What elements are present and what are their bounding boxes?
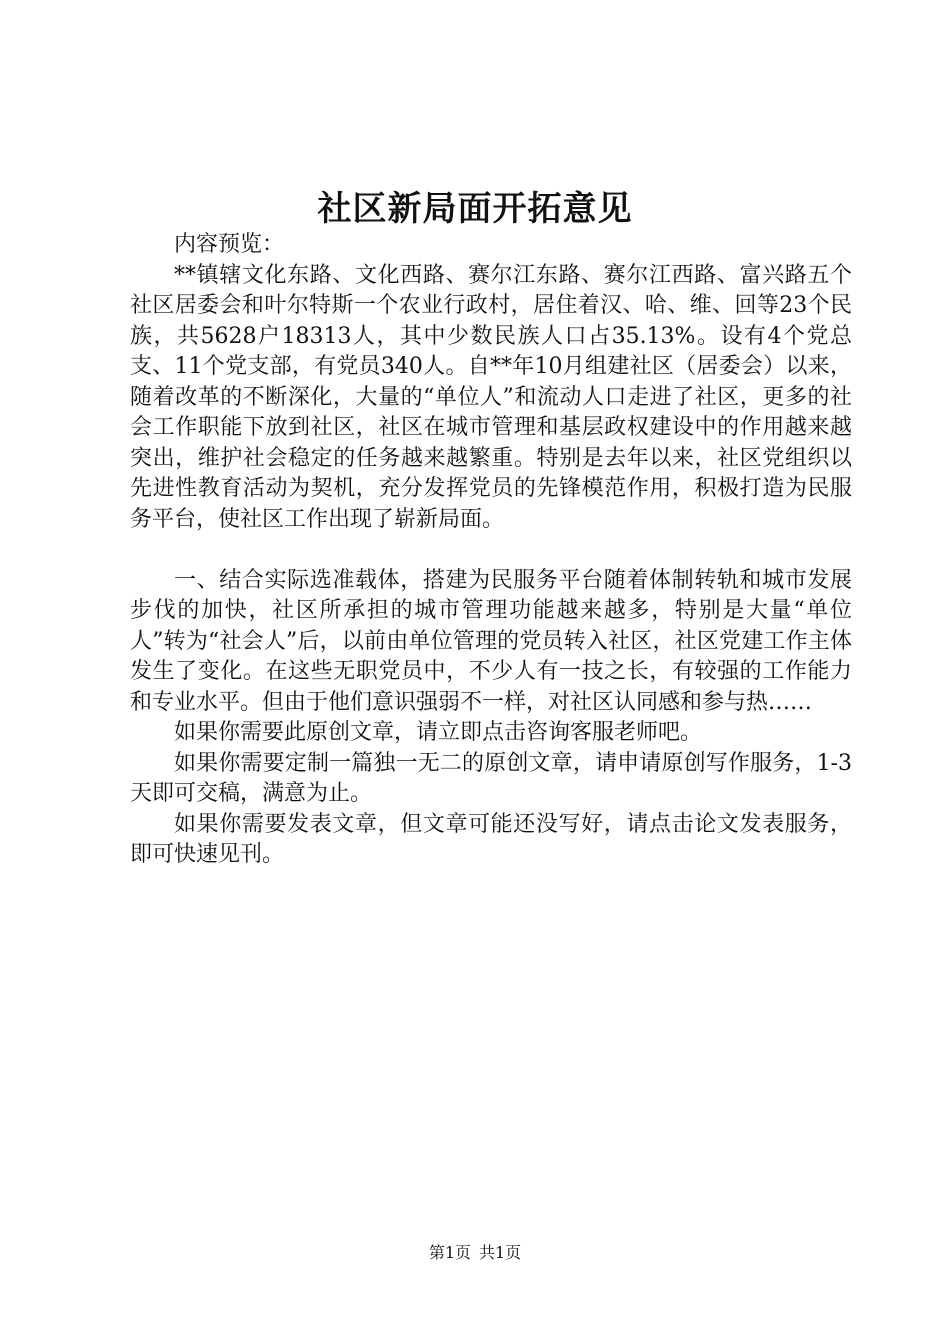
consult-service-link[interactable]: 如果你需要此原创文章，请立即点击咨询客服老师吧。: [174, 720, 703, 745]
publish-service-link[interactable]: 如果你需要发表文章，但文章可能还没写好，请点击论文发表服务，即可快速见刊。: [130, 811, 852, 867]
document-body: [130, 230, 852, 871]
intro-paragraph: **镇辖文化东路、文化西路、赛尔江东路、赛尔江西路、富兴路五个社区居委会和叶尔特斯一个农业行政村，居住着汉、哈、维、回等23个民族，共5628户18313人，其中少数民族人口占35.13%。设有4个党总支、11个党支部，有党员340人。自**年10月组建社区（居委会）以来，随着改革的不断深化，大量的“单位人”和流动人口走进了社区，更多的社会工作职能下放到社区，社区在城市管理和基层政权建设中的作用越来越突出，维护社会稳定的任务越来越繁重。特别是去年以来，社区党组织以先进性教育活动为契机，充分发挥党员的先锋模范作用，积极打造为民服务平台，使社区工作出现了崭新局面。: [130, 262, 852, 532]
page-number: 第1页: [428, 1243, 471, 1262]
custom-writing-link[interactable]: 如果你需要定制一篇独一无二的原创文章，请申请原创写作服务，1-3天即可交稿，满意为止。: [130, 750, 852, 806]
page-total: 共1页: [479, 1243, 522, 1262]
section-one-paragraph: 一、结合实际选准载体，搭建为民服务平台随着体制转轨和城市发展步伐的加快，社区所承担的城市管理功能越来越多，特别是大量“单位人”转为“社会人”后，以前由单位管理的党员转入社区，社区党建工作主体发生了变化。在这些无职党员中，不少人有一技之长，有较强的工作能力和专业水平。但由于他们意识强弱不一样，对社区认同感和参与热……: [130, 567, 852, 715]
document-title: 社区新局面开拓意见: [317, 189, 633, 229]
page-footer: [0, 1242, 950, 1264]
preview-label: 内容预览：: [174, 232, 285, 257]
